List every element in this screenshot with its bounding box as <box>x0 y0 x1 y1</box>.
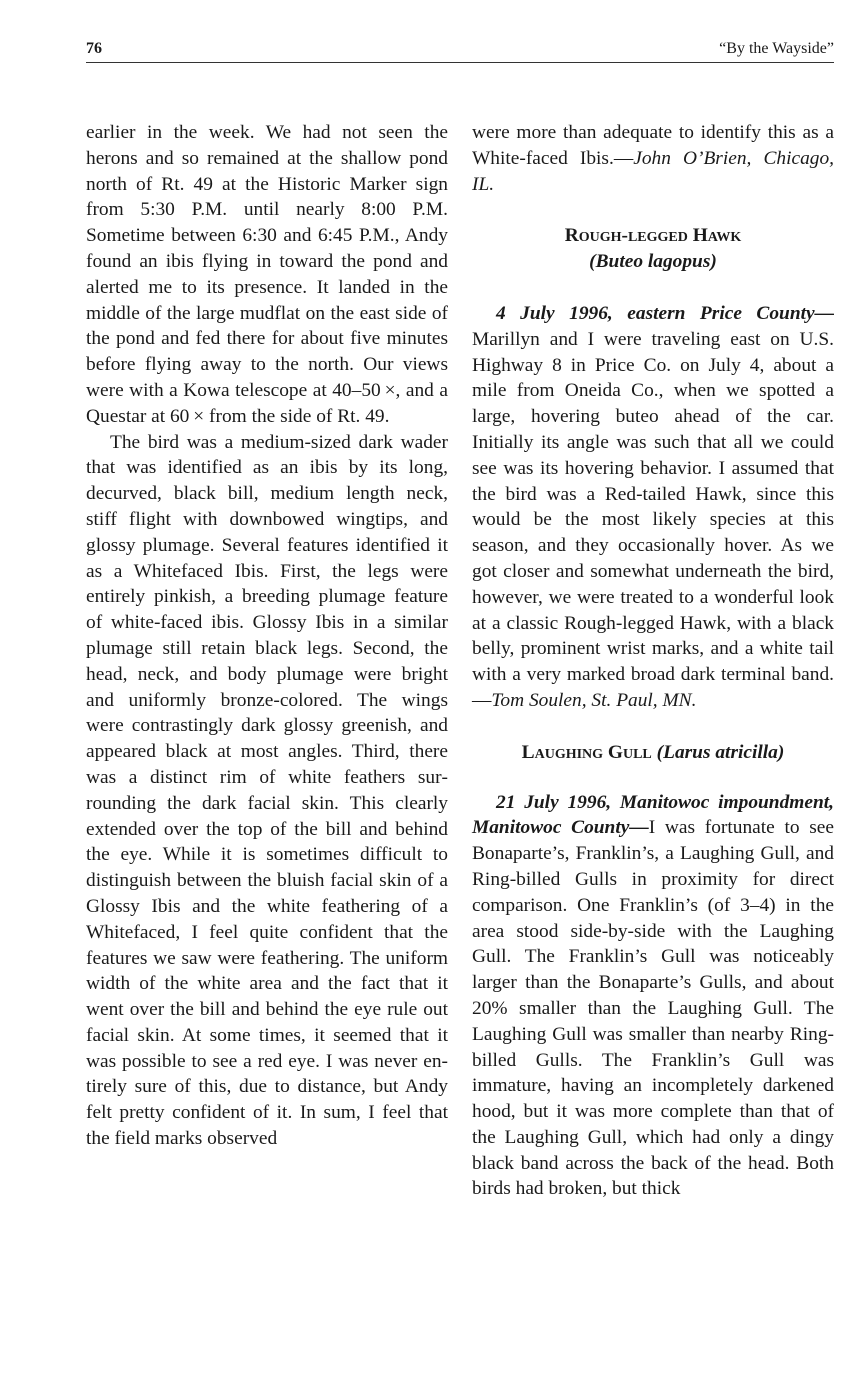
species-heading-rough-legged-hawk <box>472 223 834 275</box>
paragraph-text: were more than adequate to identify this as a White-faced Ibis.— <box>472 122 834 169</box>
paragraph-laughing-gull <box>472 790 834 1203</box>
right-column <box>472 120 834 1202</box>
page-number: 76 <box>86 40 102 57</box>
spacer <box>472 766 834 790</box>
left-column <box>86 120 448 1152</box>
author-signature: John O’Brien, Chicago, IL. <box>472 147 834 195</box>
running-title: “By the Wayside” <box>719 40 834 57</box>
species-scientific-name: (Buteo lagopus) <box>589 251 717 273</box>
paragraph-ibis-conclusion <box>472 120 834 197</box>
species-common-name: Rough-legged Hawk <box>564 225 742 247</box>
paragraph-text: I was fortunate to see Bonaparte’s, Franklin’s, a Laughing Gull, and Ring-billed Gulls in proximity for direct comparison. One Franklin’s (of 3–4) in the area stood side-by-side with the Laughing Gull. The Franklin’s Gull was noticeably larger than the Bonaparte’s Gulls, and about 20% smaller than the Laughing Gull. The Laughing Gull was smaller than nearby Ring-billed Gulls. The Franklin’s Gull was immature, having an incompletely darkened hood, but it was more complete than that of the Laughing Gull, which had only a dingy black band across the back of the head. Both birds had broken, but thick <box>472 817 834 1200</box>
observation-label: 4 July 1996, eastern Price County— <box>496 302 834 324</box>
paragraph-rough-legged-hawk <box>472 301 834 714</box>
paragraph-text: Marillyn and I were traveling east on U.S. Highway 8 in Price Co. on July 4, about a mile from Oneida Co., when we spotted a large, hovering buteo ahead of the car. Initially its angle was such that all we could see was its hovering behavior. I assumed that the bird was a Red-tailed Hawk, since this would be the most likely species at this season, and they occasionally hover. As we got closer and somewhat underneath the bird, however, we were treated to a wonderful look at a classic Rough-legged Hawk, with a black belly, prominent wrist marks, and a white tail with a very marked broad dark terminal band.— <box>472 328 834 711</box>
species-common-name: Laughing Gull <box>521 741 652 763</box>
paragraph-ibis-description: The bird was a medium-sized dark wader that was identified as an ibis by its long, decurved, black bill, medium length neck, stiff flight with downbowed wingtips, and glossy plumage. Several features identified it as a Whitefaced Ibis. First, the legs were entirely pinkish, a breeding plumage feature of white-faced ibis. Glossy Ibis in a similar plumage still retain black legs. Second, the head, neck, and body plumage were bright and uniformly bronze-colored. The wings were contrastingly dark glossy greenish, and appeared black at most angles. Third, there was a distinct rim of white feathers surrounding the dark facial skin. This clearly extended over the top of the bill and behind the eye. While it is sometimes difficult to distinguish between the bluish facial skin of a Glossy Ibis and the white feathering of a Whitefaced, I feel quite confident that the features we saw were feathering. The uniform width of the white area and the fact that it went over the bill and behind the eye rule out facial skin. At some times, it seemed that it was possible to see a red eye. I was never entirely sure of this, due to distance, but Andy felt pretty confident of it. In sum, I feel that the field marks observed <box>86 431 448 1150</box>
spacer <box>472 197 834 223</box>
spacer <box>472 275 834 301</box>
spacer <box>472 714 834 740</box>
author-signature: Tom Soulen, St. Paul, MN. <box>491 689 697 711</box>
observation-label: 21 July 1996, Manitowoc impoundment, Manitowoc County— <box>472 791 834 839</box>
species-heading-laughing-gull <box>472 740 834 766</box>
species-scientific-name: (Larus atricilla) <box>656 741 785 763</box>
running-header <box>86 38 834 63</box>
paragraph-ibis-observation: earlier in the week. We had not seen the herons and so remained at the shallow pond north of Rt. 49 at the Historic Marker sign from 5:30 P.M. until nearly 8:00 P.M. Sometime between 6:30 and 6:45 P.M., Andy found an ibis flying in toward the pond and alerted me to its presence. It landed in the middle of the large mudflat on the east side of the pond and fed there for about five minutes before flying away to the north. Our views were with a Kowa telescope at 40–50 ×, and a Questar at 60 × from the side of Rt. 49. <box>86 122 448 427</box>
